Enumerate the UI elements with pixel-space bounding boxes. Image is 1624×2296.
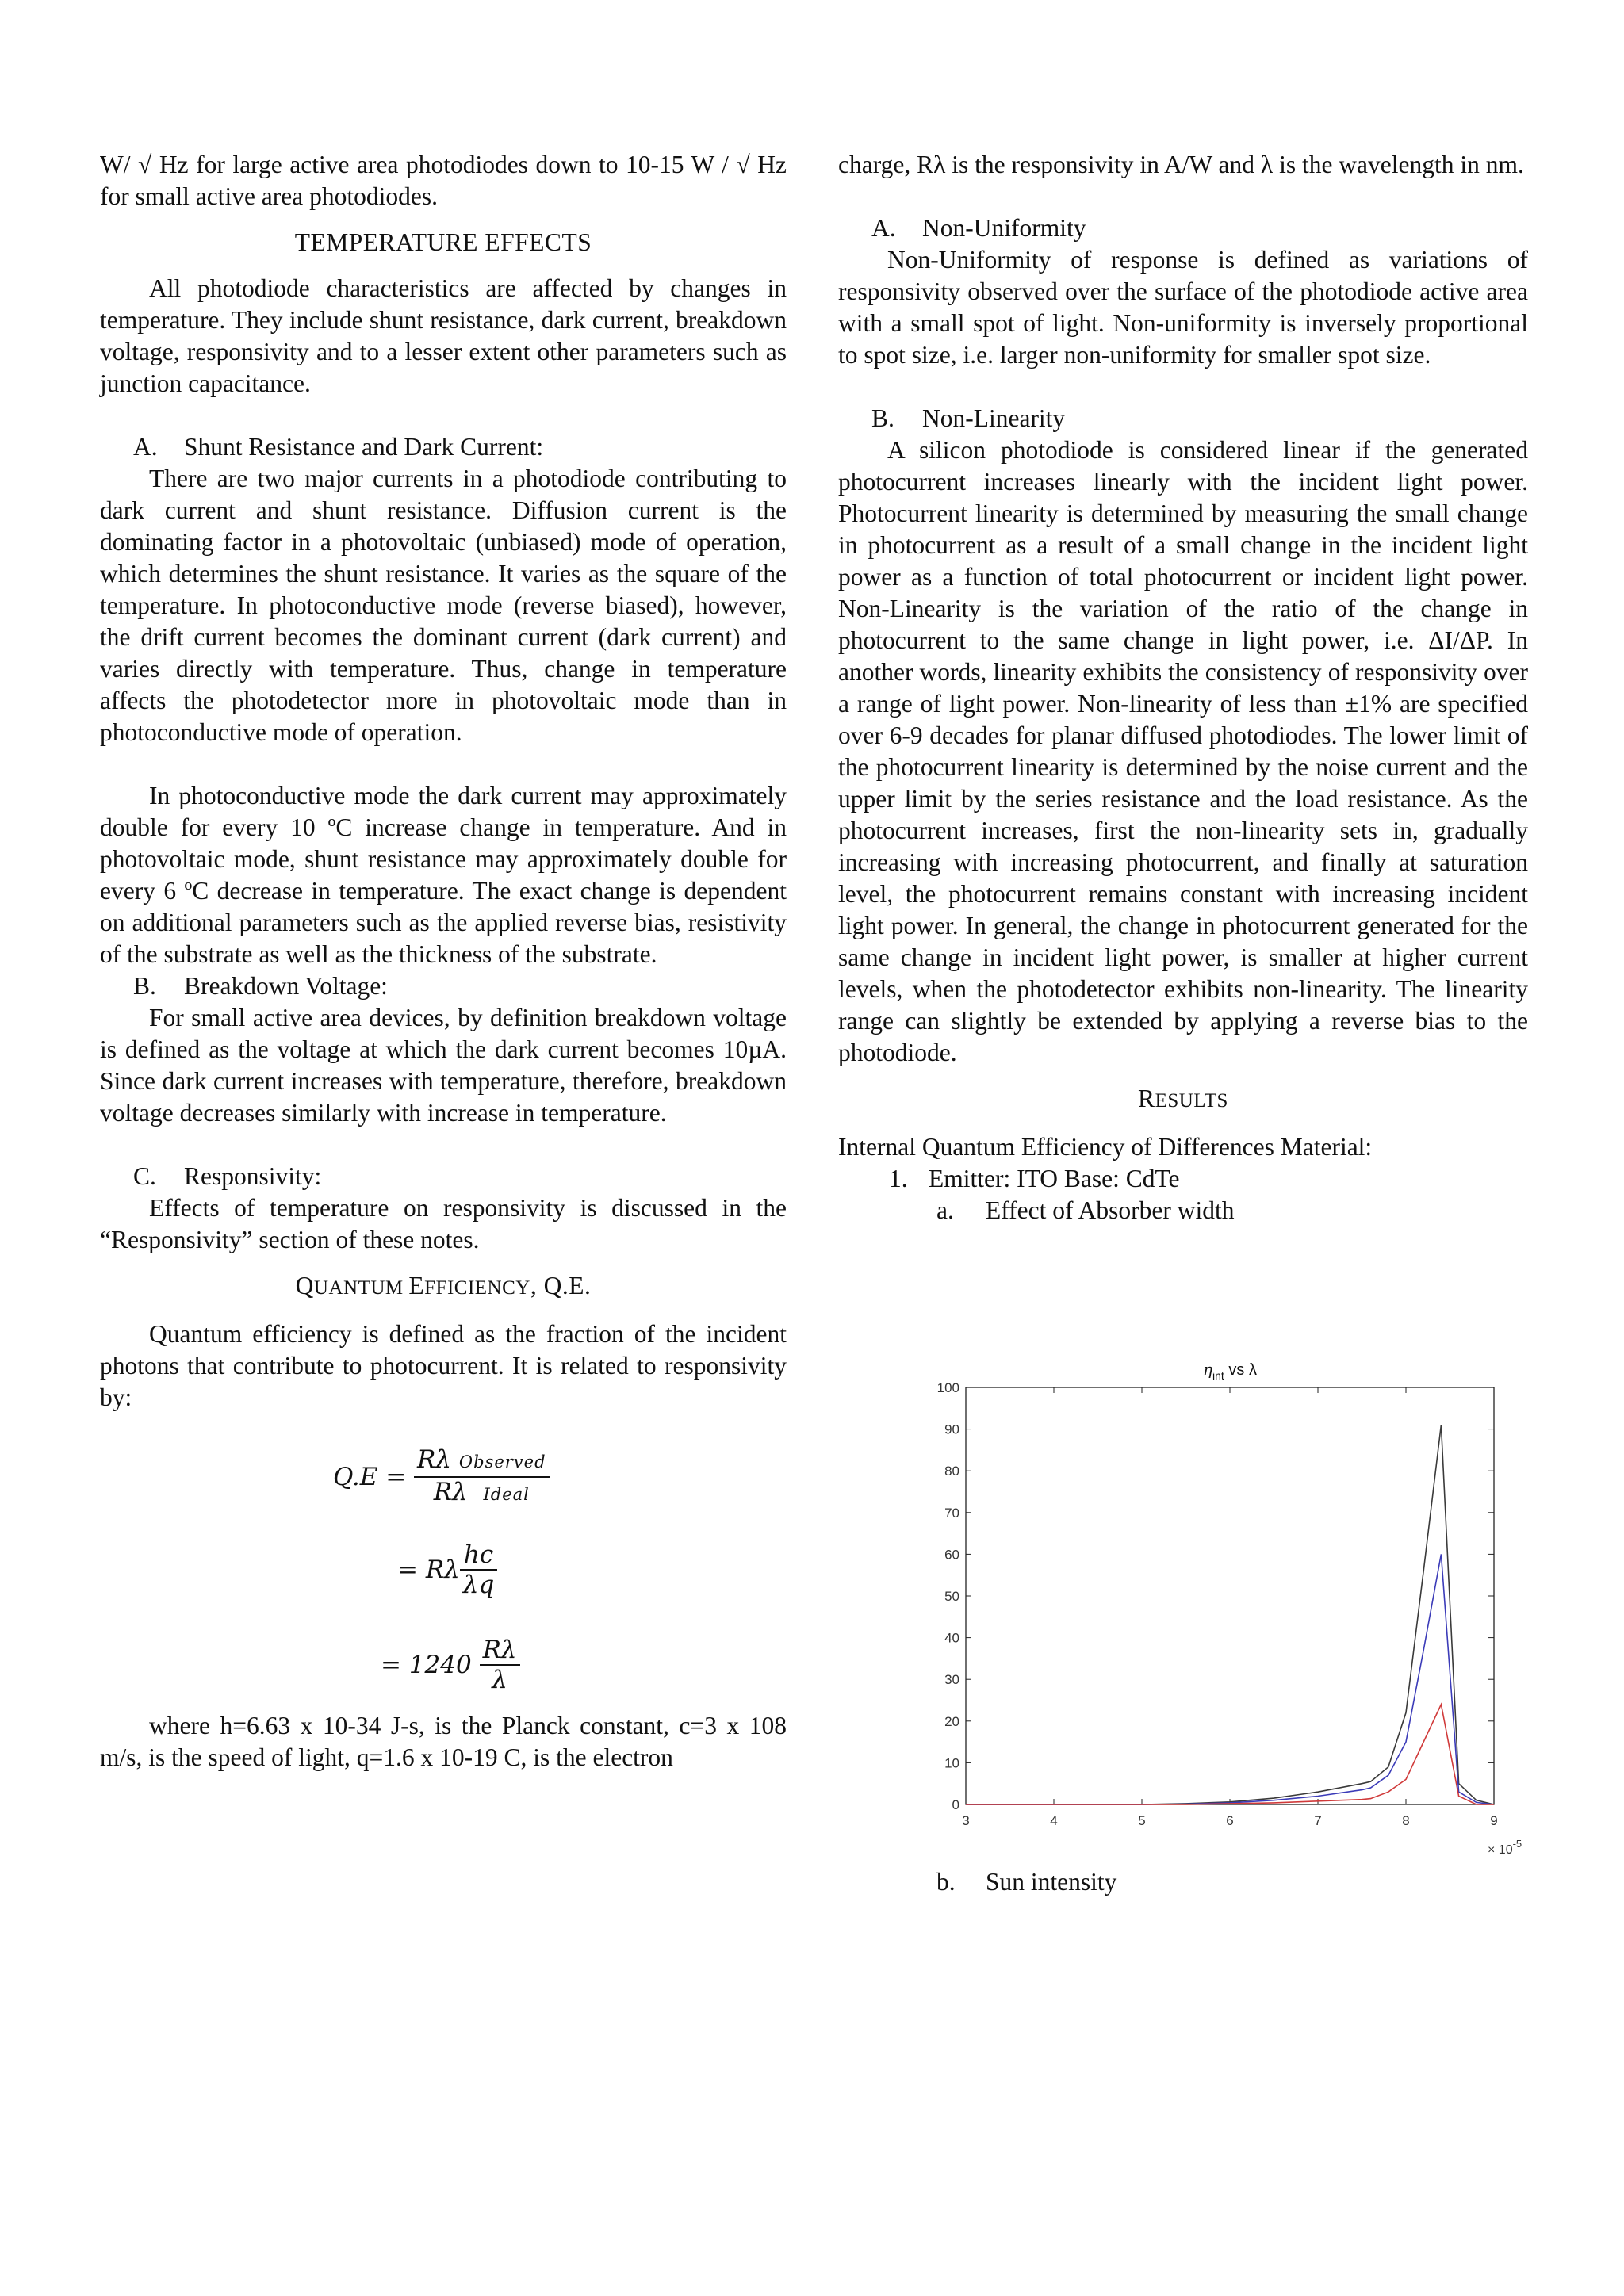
heading-temperature-effects: TEMPERATURE EFFECTS: [294, 228, 592, 256]
subheading-letter: A.: [871, 214, 896, 242]
fraction: $\frac{hc}{\lambda q}$: [460, 1540, 498, 1599]
series-line-series-2: [966, 1554, 1494, 1804]
y-tick-label: 40: [944, 1630, 959, 1646]
subheading-title: Responsivity:: [184, 1162, 322, 1190]
left-column: [100, 149, 787, 1774]
chart-title: $\eta_{int}$ vs λ: [1203, 1360, 1257, 1382]
y-tick-label: 10: [944, 1755, 959, 1771]
heading-quantum-efficiency: QUANTUM EFFICIENCY, Q.E.: [295, 1272, 592, 1299]
series-line-series-3: [966, 1705, 1494, 1804]
x-tick-label: 4: [1050, 1813, 1058, 1828]
series-line-series-1: [966, 1425, 1494, 1804]
subheading-title: Non-Linearity: [922, 404, 1066, 432]
plot-frame: [966, 1387, 1494, 1804]
list-item-a: a. Effect of Absorber width: [936, 1196, 1235, 1224]
list-item-b: b. Sun intensity: [936, 1868, 1117, 1896]
paragraph-non-linearity: A silicon photodiode is considered linear if the generated photocurrent increases linearly with the incident light power. Photocurrent linearity is determined by measuring the small change in photocurrent as a result of a small change in the incident light power as a function of total photocurrent or incident light power. Non-Linearity is the variation of the ratio of the change in photocurrent to the same change in light power, i.e. ΔI/ΔP. In another words, linearity exhibits the consistency of responsivity over a range of light power. Non-linearity of less than ±1% are specified over 6-9 decades for planar diffused photodiodes. The lower limit of the photocurrent linearity is determined by the noise current and the upper limit by the series resistance and the load resistance. As the photocurrent increases, first the non-linearity sets in, gradually increasing with increasing photocurrent, and finally at saturation level, the photocurrent remains constant with increasing incident light power. In general, the change in photocurrent generated for the same change in incident light power, is smaller at higher current levels, when the photodetector exhibits non-linearity. The linearity range can slightly be extended by applying a reverse bias to the photodiode.: [838, 436, 1528, 1066]
paragraph-temperature: All photodiode characteristics are affected by changes in temperature. They include shunt resistance, dark current, breakdown voltage, responsivity and to a lesser extent other parameters such as junction capacitance.: [100, 274, 787, 397]
x-tick-label: 9: [1490, 1813, 1498, 1828]
subheading-non-linearity: [838, 403, 1528, 434]
x-tick-label: 7: [1314, 1813, 1322, 1828]
equation-planck: = Rλ $\frac{hc}{\lambda q}$: [397, 1540, 497, 1599]
equation-block: [100, 1414, 787, 1710]
y-tick-label: 100: [936, 1380, 959, 1395]
subheading-breakdown-voltage: [100, 970, 787, 1002]
y-tick-label: 0: [952, 1797, 959, 1812]
y-tick-label: 90: [944, 1422, 959, 1437]
paragraph-intro: W/ √ Hz for large active area photodiodes down to 10-15 W / √ Hz for small active area photodiodes.: [100, 151, 787, 210]
paragraph-quantum-efficiency: Quantum efficiency is defined as the fraction of the incident photons that contribute to photocurrent. It is related to responsivity by:: [100, 1320, 787, 1411]
heading-results: RESULTS: [1138, 1085, 1228, 1112]
subheading-responsivity: [100, 1161, 787, 1192]
subheading-letter: C.: [133, 1162, 156, 1190]
iqe-chart: [928, 1349, 1530, 1865]
x-axis-multiplier: × $10^{-5}$: [1488, 1838, 1522, 1857]
paragraph-constants: where h=6.63 x 10-34 J-s, is the Planck constant, c=3 x 108 m/s, is the speed of light, q=1.6 x 10-19 C, is the electron: [100, 1712, 787, 1771]
paragraph-non-uniformity: Non-Uniformity of response is defined as variations of responsivity observed over the surface of the photodiode active area with a small spot of light. Non-uniformity is inversely proportional to spot size, i.e. larger non-uniformity for smaller spot size.: [838, 246, 1528, 369]
subheading-shunt-resistance: [100, 431, 787, 463]
x-tick-label: 3: [962, 1813, 970, 1828]
subheading-title: Shunt Resistance and Dark Current:: [184, 433, 544, 461]
fraction: $\frac{R\lambda}{\lambda}$: [480, 1636, 520, 1694]
subheading-letter: B.: [133, 972, 156, 1000]
y-tick-label: 60: [944, 1547, 959, 1563]
paragraph-charge: charge, Rλ is the responsivity in A/W and λ is the wavelength in nm.: [838, 151, 1524, 178]
paragraph-breakdown: For small active area devices, by definition breakdown voltage is defined as the voltage at which the dark current becomes 10µA. Since dark current increases with temperature, therefore, breakdown voltage decreases similarly with increase in temperature.: [100, 1004, 787, 1127]
equation-qe: Q.E = $\frac{\text{Rλ Observed}}{\text{Rλ Ideal}}$: [333, 1445, 550, 1509]
paragraph-doubling: In photoconductive mode the dark current may approximately double for every 10 ºC increase change in temperature. And in photovoltaic mode, shunt resistance may approximately double for every 6 ºC decrease in temperature. The exact change is dependent on additional parameters such as the applied reverse bias, resistivity of the substrate as well as the thickness of the substrate.: [100, 782, 787, 968]
subheading-title: Non-Uniformity: [922, 214, 1086, 242]
list-item-1: 1. Emitter: ITO Base: CdTe: [889, 1165, 1180, 1192]
y-tick-label: 70: [944, 1505, 959, 1521]
y-tick-label: 20: [944, 1713, 959, 1729]
x-tick-label: 6: [1226, 1813, 1234, 1828]
y-tick-label: 30: [944, 1672, 959, 1688]
y-tick-label: 80: [944, 1464, 959, 1479]
equation-1240: = 1240 $\frac{R\lambda}{\lambda}$: [381, 1636, 520, 1694]
paragraph-responsivity: Effects of temperature on responsivity is discussed in the “Responsivity” section of these notes.: [100, 1194, 787, 1253]
paragraph-shunt: There are two major currents in a photodiode contributing to dark current and shunt resistance. Diffusion current is the dominating factor in a photovoltaic (unbiased) mode of operation, which determines the shunt resistance. It varies as the square of the temperature. In photoconductive mode (reverse biased), however, the drift current becomes the dominant current (dark current) and varies directly with temperature. Thus, change in temperature affects the photodetector more in photovoltaic mode than in photoconductive mode of operation.: [100, 465, 787, 746]
x-tick-label: 8: [1402, 1813, 1410, 1828]
x-tick-label: 5: [1138, 1813, 1146, 1828]
right-column: [838, 149, 1528, 1226]
paragraph-iqe: Internal Quantum Efficiency of Differences Material:: [838, 1133, 1373, 1161]
subheading-non-uniformity: [838, 212, 1528, 244]
subheading-letter: B.: [871, 404, 894, 432]
fraction: $\frac{\text{Rλ Observed}}{\text{Rλ Ideal}}$: [414, 1445, 550, 1509]
y-tick-label: 50: [944, 1589, 959, 1604]
subheading-letter: A.: [133, 433, 158, 461]
subheading-title: Breakdown Voltage:: [184, 972, 388, 1000]
